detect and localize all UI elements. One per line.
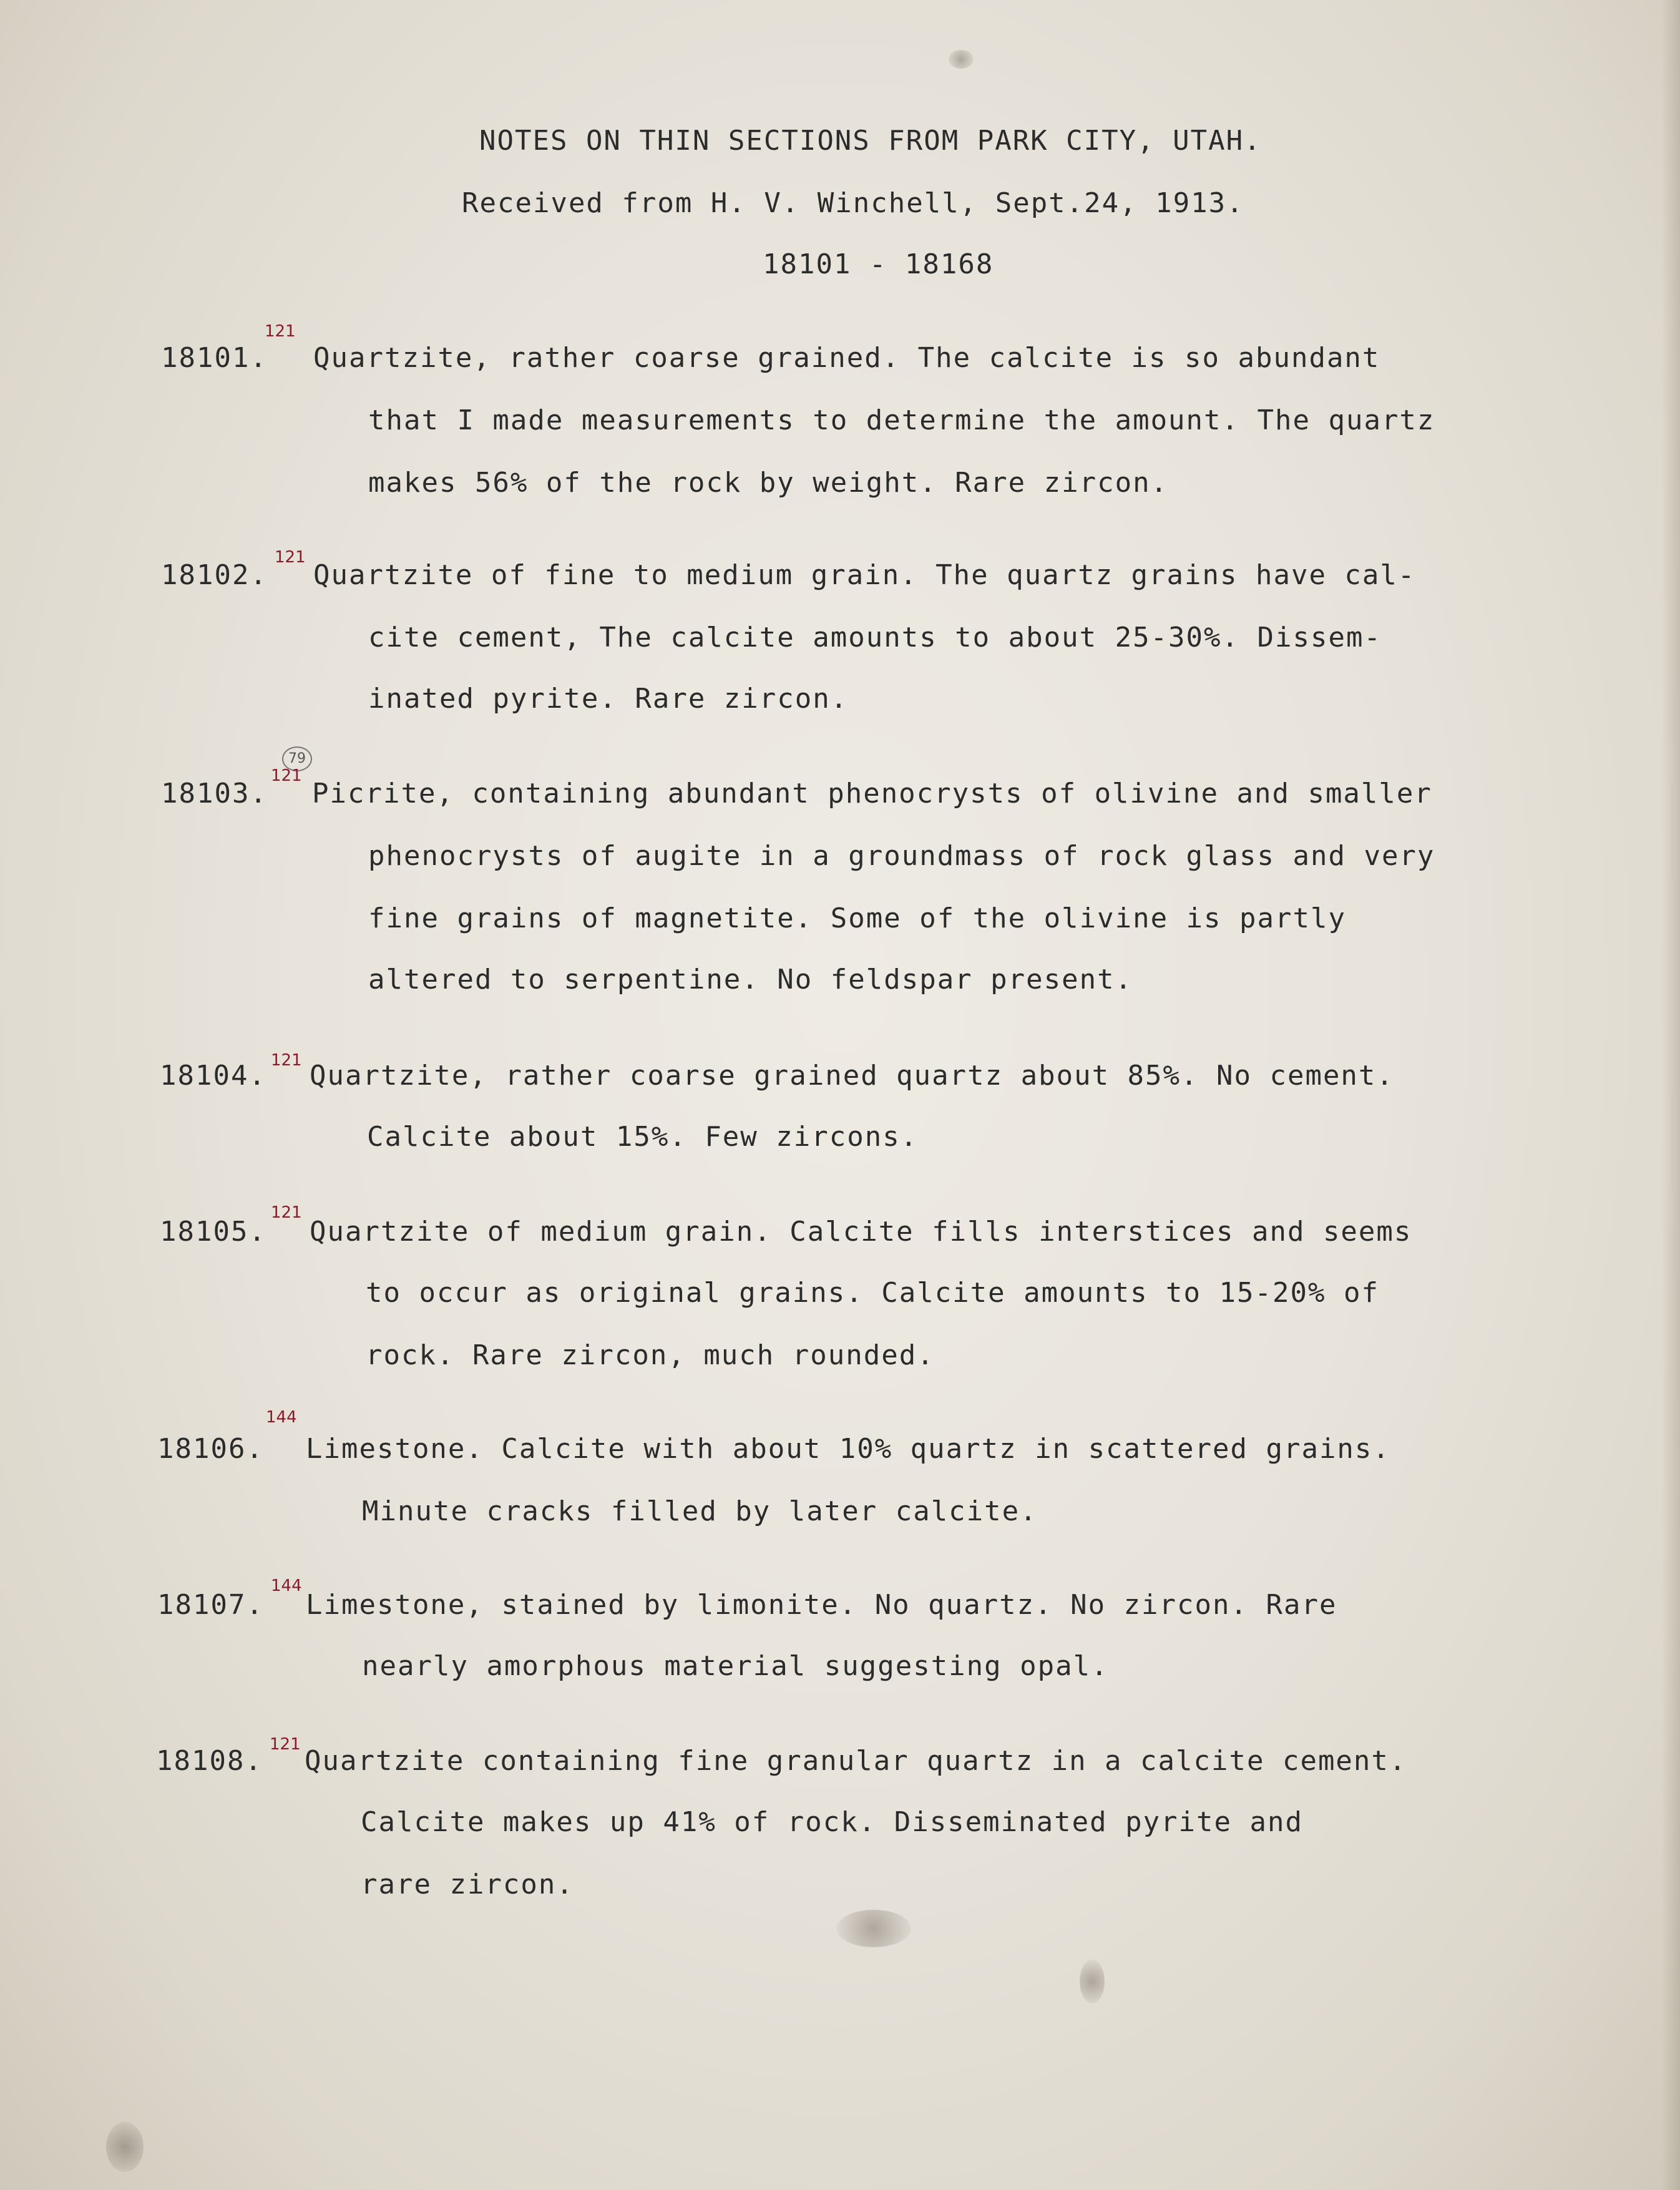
entry-number: 18105. [160, 1216, 266, 1248]
entry-number: 18103. [161, 778, 268, 809]
entry-line: phenocrysts of augite in a groundmass of rock glass and very [368, 840, 1435, 872]
handwritten-annotation: 121 [265, 322, 296, 341]
document-title: NOTES ON THIN SECTIONS FROM PARK CITY, UTAH. [479, 125, 1262, 157]
entry-line: Calcite about 15%. Few zircons. [367, 1121, 919, 1153]
entry-line: Quartzite of medium grain. Calcite fills interstices and seems [310, 1216, 1412, 1248]
catalog-range: 18101 - 18168 [763, 248, 994, 280]
entry-line: Minute cracks filled by later calcite. [362, 1495, 1038, 1527]
entry-line: rock. Rare zircon, much rounded. [366, 1339, 935, 1371]
paper-smudge [1080, 1960, 1105, 2003]
entry-line: altered to serpentine. No feldspar present. [368, 964, 1133, 995]
entry-line: nearly amorphous material suggesting opal. [362, 1650, 1109, 1682]
entry-number: 18104. [160, 1060, 266, 1092]
entry-number: 18101. [161, 342, 268, 374]
entry-line: Limestone. Calcite with about 10% quartz in scattered grains. [306, 1433, 1390, 1465]
entry-line: Picrite, containing abundant phenocrysts of olivine and smaller [312, 778, 1432, 809]
entry-number: 18102. [161, 559, 268, 591]
circled-annotation: 79 [282, 746, 312, 771]
handwritten-annotation: 121 [275, 548, 306, 567]
entry-line: cite cement, The calcite amounts to about 25-30%. Dissem- [368, 622, 1382, 653]
entry-line: Limestone, stained by limonite. No quartz. No zircon. Rare [306, 1589, 1337, 1621]
entry-line: to occur as original grains. Calcite amounts to 15-20% of [366, 1277, 1379, 1309]
entry-number: 18107. [157, 1589, 264, 1621]
entry-line: rare zircon. [361, 1869, 574, 1900]
handwritten-annotation: 121 [271, 1051, 302, 1070]
entry-line: Quartzite, rather coarse grained. The calcite is so abundant [313, 342, 1380, 374]
entry-line: fine grains of magnetite. Some of the olivine is partly [368, 902, 1346, 934]
entry-line: Calcite makes up 41% of rock. Disseminated pyrite and [361, 1806, 1303, 1838]
entry-line: Quartzite, rather coarse grained quartz about 85%. No cement. [310, 1060, 1394, 1092]
entry-line: Quartzite containing fine granular quartz in a calcite cement. [305, 1745, 1407, 1777]
paper-smudge [836, 1910, 911, 1947]
paper-smudge [106, 2122, 144, 2172]
handwritten-annotation: 144 [266, 1408, 297, 1427]
paper-smudge [949, 50, 974, 69]
entry-line: makes 56% of the rock by weight. Rare zircon. [368, 467, 1169, 499]
entry-number: 18108. [156, 1745, 263, 1777]
handwritten-annotation: 121 [271, 1203, 302, 1222]
handwritten-annotation: 121 [271, 766, 302, 785]
entry-number: 18106. [157, 1433, 264, 1465]
handwritten-annotation: 144 [271, 1577, 302, 1595]
entry-line: that I made measurements to determine the amount. The quartz [368, 404, 1435, 436]
entry-line: Quartzite of fine to medium grain. The quartz grains have cal- [313, 559, 1416, 591]
entry-line: inated pyrite. Rare zircon. [368, 683, 849, 715]
handwritten-annotation: 121 [270, 1735, 301, 1754]
received-line: Received from H. V. Winchell, Sept.24, 1913. [462, 187, 1244, 219]
